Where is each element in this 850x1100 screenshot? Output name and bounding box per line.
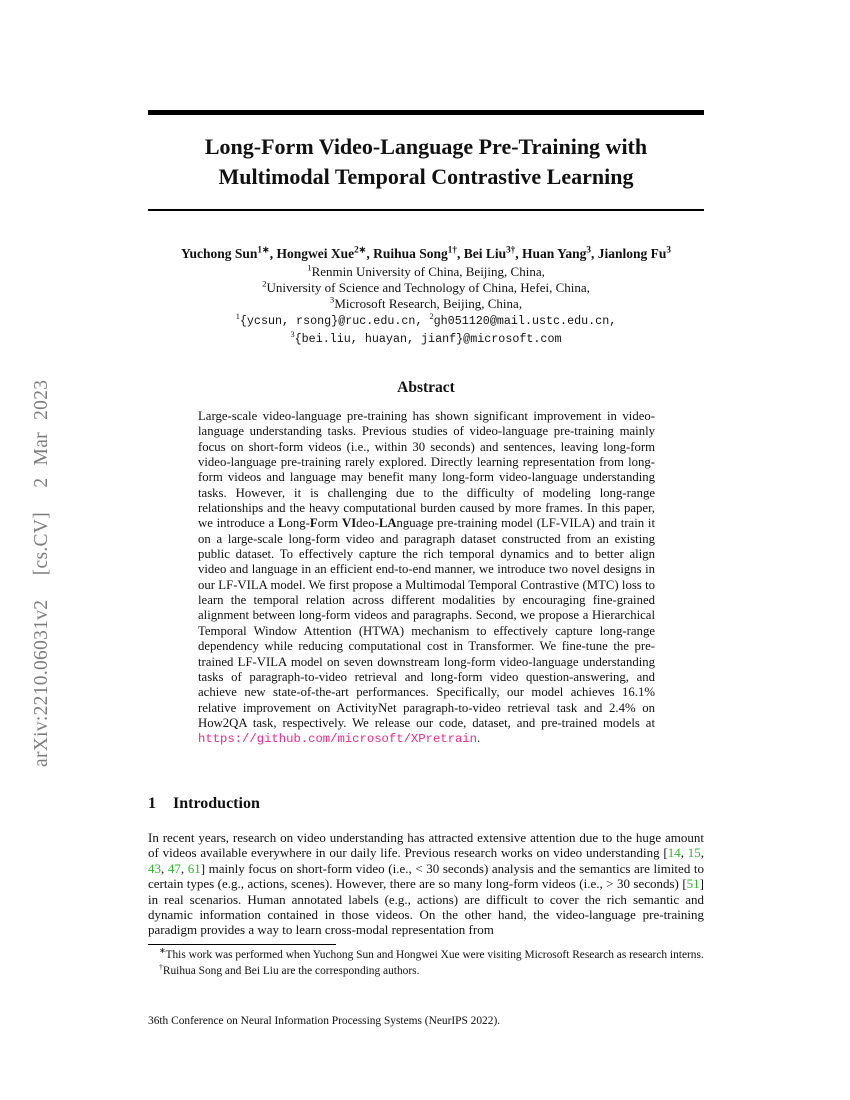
text-segment: ,	[515, 246, 523, 261]
text-segment: gh051120@mail.ustc.edu.cn,	[433, 314, 617, 328]
text-segment: {bei.liu, huayan, jianf}@microsoft.com	[294, 331, 562, 346]
text-segment: nguage pre-training model (LF-VILA) and train it on a large-scale long-form video and paragraph dataset constructed from an existing public dataset. To effectively capture the rich temporal dynamics and to better align video and language in an efficient end-to-end manner, we introduce two novel designs in our LF-VILA model. We first propose a Multimodal Temporal Contrastive (MTC) loss to learn the temporal relation across different modalities by encouraging fine-grained alignment between long-form videos and paragraphs. Second, we propose a Hierarchical Temporal Window Attention (HTWA) mechanism to effectively capture long-range dependency while reducing computational cost in Transformer. We fine-tune the pre-trained LF-VILA model on seven downstream long-form video-language understanding tasks of paragraph-to-video retrieval and long-form video question-answering, and achieve new state-of-the-art performances. Specifically, our model achieves 16.1% relative improvement on ActivityNet paragraph-to-video retrieval task and 2.4% on How2QA task, respectively. We release our code, dataset, and pre-trained models at	[198, 516, 655, 730]
text-segment: ] mainly focus on short-form video (i.e., < 30 seconds) analysis and the semantics are limited to certain types (e.g., actions, scenes). However, there are so many long-form videos (i.e., > 30 seconds) [	[148, 860, 705, 892]
title-rule-bottom	[148, 209, 704, 211]
text-segment: 1†	[447, 244, 457, 255]
text-segment: ,	[269, 246, 277, 261]
text-segment: Large-scale video-language pre-training has shown significant improvement in video-language understanding tasks. Previous studies of video-language pre-training mainly focus on short-form videos (i.e., within 30 seconds) and sentences, leaving long-form video-language pre-training rarely explored. Directly learning representation from long-form videos and language may benefit many long-form video-language understanding tasks. However, it is challenging due to the difficulty of modeling long-range relationships and the heavy computational burden caused by more frames. In this paper, we introduce a	[198, 409, 655, 531]
text-segment: University of Science and Technology of China, Hefei, China,	[266, 280, 590, 295]
text-segment: 1	[235, 311, 240, 321]
cite-link-15[interactable]: 15	[687, 845, 701, 861]
github-link[interactable]: https://github.com/microsoft/XPretrain	[198, 732, 477, 747]
section-heading-introduction	[148, 795, 260, 813]
abstract-heading: Abstract	[397, 379, 455, 396]
paper-title: Long-Form Video-Language Pre-Training with Multimodal Temporal Contrastive Learning	[204, 134, 648, 189]
text-segment: ,	[161, 860, 168, 876]
text-segment: .	[477, 731, 481, 746]
text-segment: ,	[700, 845, 705, 861]
authors-block	[148, 245, 704, 347]
text-segment: Renmin University of China, Beijing, China,	[311, 264, 545, 279]
section-number: 1	[148, 795, 156, 812]
conference-footer: 36th Conference on Neural Information Processing Systems (NeurIPS 2022).	[148, 1015, 501, 1027]
text-segment: ong-	[286, 516, 310, 531]
cite-link-14[interactable]: 14	[667, 845, 681, 861]
footnote-rule	[148, 944, 336, 945]
text-segment: 2	[262, 278, 267, 289]
text-segment: 3†	[506, 244, 516, 255]
emails-line-1	[148, 312, 704, 330]
text-segment: Ruihua Song	[373, 246, 448, 261]
footnote-asterisk	[148, 948, 704, 963]
affiliation-2	[148, 280, 704, 296]
affiliation-3	[148, 296, 704, 312]
text-segment: ∗	[159, 946, 166, 956]
arxiv-watermark: arXiv:2210.06031v2 [cs.CV] 2 Mar 2023	[31, 379, 52, 767]
affiliation-1	[148, 264, 704, 280]
text-segment: VI	[342, 516, 357, 531]
text-segment: Huan Yang	[522, 246, 587, 261]
text-segment: 2	[429, 311, 434, 321]
cite-link-43[interactable]: 43	[148, 860, 161, 876]
text-segment: 3	[666, 244, 672, 255]
cite-link-61[interactable]: 61	[187, 860, 201, 876]
text-segment: ,	[680, 845, 688, 861]
footnote-dagger	[148, 961, 704, 979]
text-segment: F	[309, 516, 318, 531]
text-segment: In recent years, research on video understanding has attracted extensive attention due to the huge amount of videos available everywhere in our daily life. Previous research works on video understanding [	[148, 830, 704, 861]
abstract-body	[198, 409, 655, 748]
text-segment: ,	[591, 246, 598, 261]
text-segment: Bei Liu	[463, 246, 507, 261]
text-segment: This work was performed when Yuchong Sun and Hongwei Xue were visiting Microsoft Research as research interns.	[165, 949, 704, 961]
authors-line	[148, 245, 704, 262]
cite-link-47[interactable]: 47	[167, 860, 181, 876]
footnotes-block	[148, 948, 704, 979]
cite-link-51[interactable]: 51	[686, 876, 700, 892]
text-segment: 1	[307, 262, 312, 273]
introduction-paragraph	[148, 830, 704, 938]
text-segment: ] in real scenarios. Human annotated labels (e.g., actions) are difficult to cover the rich semantic and dynamic information contained in those videos. On the other hand, the video-language pre-training paradigm provides a way to learn cross-modal representation from	[148, 876, 704, 938]
text-segment: orm	[317, 516, 342, 531]
text-segment: {ycsun, rsong}@ruc.edu.cn,	[239, 314, 430, 328]
text-segment: ,	[456, 246, 464, 261]
text-segment: Hongwei Xue	[276, 246, 355, 261]
text-segment: 1∗	[257, 244, 270, 255]
text-segment: 3	[290, 329, 295, 339]
text-segment: 3	[329, 294, 335, 305]
text-segment: deo-	[356, 516, 379, 531]
text-segment: †	[159, 961, 163, 971]
title-rule-top	[148, 110, 704, 115]
text-segment: ,	[366, 246, 374, 261]
text-segment: 3	[586, 244, 592, 255]
text-segment: Microsoft Research, Beijing, China,	[334, 296, 523, 311]
text-segment: ,	[180, 860, 188, 876]
text-segment: LA	[378, 516, 397, 531]
section-label: Introduction	[173, 795, 260, 812]
text-segment: L	[278, 516, 287, 531]
text-segment: Yuchong Sun	[180, 246, 258, 261]
text-segment: Jianlong Fu	[597, 246, 667, 261]
emails-line-2	[148, 330, 704, 348]
text-segment: 2∗	[354, 244, 367, 255]
text-segment: Ruihua Song and Bei Liu are the corresponding authors.	[162, 964, 420, 977]
